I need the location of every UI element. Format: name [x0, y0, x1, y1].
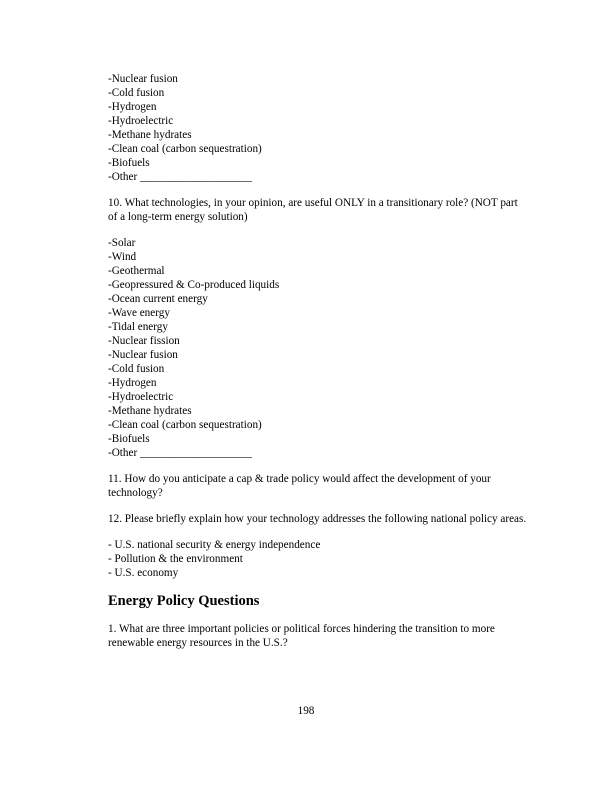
list-item: -Cold fusion: [108, 87, 165, 99]
list-item: -Geothermal: [108, 265, 165, 277]
technology-list-continued: [108, 72, 528, 184]
list-item: -Nuclear fission: [108, 335, 180, 347]
question-11: 11. How do you anticipate a cap & trade policy would affect the development of your technology?: [108, 473, 491, 499]
list-item: -Clean coal (carbon sequestration): [108, 143, 262, 155]
list-item: -Wind: [108, 251, 137, 263]
question-10: 10. What technologies, in your opinion, are useful ONLY in a transitionary role? (NOT part of a long-term energy solution): [108, 197, 518, 223]
list-item: - U.S. economy: [108, 567, 179, 579]
page-number: 198: [297, 705, 315, 717]
list-item: -Nuclear fusion: [108, 73, 178, 85]
list-item: -Biofuels: [108, 433, 150, 445]
list-item: -Methane hydrates: [108, 405, 192, 417]
list-item: -Hydroelectric: [108, 391, 174, 403]
list-item: - Pollution & the environment: [108, 553, 243, 565]
list-item: -Geopressured & Co-produced liquids: [108, 279, 280, 291]
list-item: -Biofuels: [108, 157, 150, 169]
list-item: -Clean coal (carbon sequestration): [108, 419, 262, 431]
list-item: -Other ____________________: [108, 447, 252, 459]
list-item: -Nuclear fusion: [108, 349, 178, 361]
section-heading: Energy Policy Questions: [108, 593, 260, 609]
list-item: - U.S. national security & energy independence: [108, 539, 321, 551]
question-12-items: [108, 538, 528, 580]
list-item: -Wave energy: [108, 307, 170, 319]
question-10-options: [108, 236, 528, 460]
list-item: -Hydroelectric: [108, 115, 174, 127]
document-page: [108, 72, 528, 650]
list-item: -Tidal energy: [108, 321, 168, 333]
list-item: -Hydrogen: [108, 101, 157, 113]
list-item: -Hydrogen: [108, 377, 157, 389]
policy-question-1: 1. What are three important policies or political forces hindering the transition to more renewable energy resources in the U.S.?: [108, 623, 495, 649]
question-12: 12. Please briefly explain how your technology addresses the following national policy areas.: [108, 513, 527, 525]
list-item: -Cold fusion: [108, 363, 165, 375]
list-item: -Solar: [108, 237, 136, 249]
list-item: -Other ____________________: [108, 171, 252, 183]
list-item: -Methane hydrates: [108, 129, 192, 141]
list-item: -Ocean current energy: [108, 293, 208, 305]
